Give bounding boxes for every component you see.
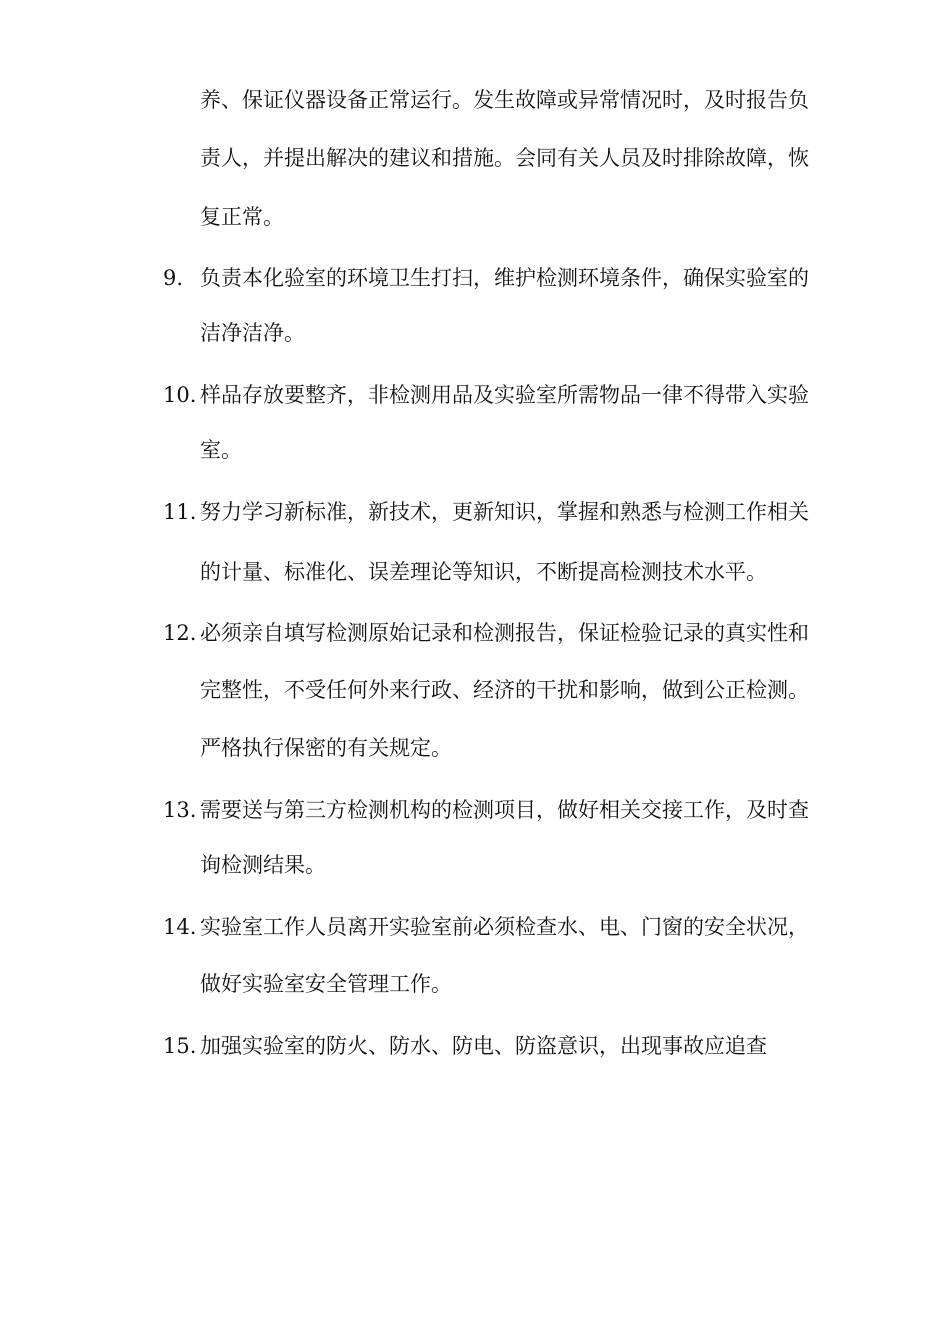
item-10-number: 10. [163, 383, 197, 407]
item-9-line-1: 负责本化验室的环境卫生打扫，维护检测环境条件，确保实验室的 [200, 266, 809, 290]
item-11-line-2: 的计量、标准化、误差理论等知识，不断提高检测技术水平。 [200, 560, 767, 584]
item-14-line-2: 做好实验室安全管理工作。 [200, 972, 452, 996]
item-12-line-2: 完整性，不受任何外来行政、经济的干扰和影响，做到公正检测。 [200, 678, 809, 702]
item-14-line-1: 实验室工作人员离开实验室前必须检查水、电、门窗的安全状况， [200, 915, 809, 939]
item-9-number: 9. [163, 266, 184, 290]
item-10-line-1: 样品存放要整齐，非检测用品及实验室所需物品一律不得带入实验 [200, 383, 809, 407]
item-12-line-3: 严格执行保密的有关规定。 [200, 736, 452, 760]
item-13-line-2: 询检测结果。 [200, 853, 326, 877]
item-15-line-1: 加强实验室的防火、防水、防电、防盗意识，出现事故应追查 [200, 1034, 767, 1058]
item-12-number: 12. [163, 621, 197, 645]
item-11-number: 11. [163, 500, 197, 524]
item-9-line-2: 洁净洁净。 [200, 321, 305, 345]
continuation-line-2: 责人，并提出解决的建议和措施。会同有关人员及时排除故障，恢 [200, 146, 809, 170]
item-15-number: 15. [163, 1034, 197, 1058]
item-12-line-1: 必须亲自填写检测原始记录和检测报告，保证检验记录的真实性和 [200, 621, 809, 645]
continuation-line-1: 养、保证仪器设备正常运行。发生故障或异常情况时，及时报告负 [200, 88, 809, 112]
item-10-line-2: 室。 [200, 438, 242, 462]
item-13-number: 13. [163, 798, 197, 822]
item-11-line-1: 努力学习新标准，新技术，更新知识，掌握和熟悉与检测工作相关 [200, 500, 809, 524]
item-13-line-1: 需要送与第三方检测机构的检测项目，做好相关交接工作，及时查 [200, 798, 809, 822]
item-14-number: 14. [163, 915, 197, 939]
continuation-line-3: 复正常。 [200, 205, 284, 229]
